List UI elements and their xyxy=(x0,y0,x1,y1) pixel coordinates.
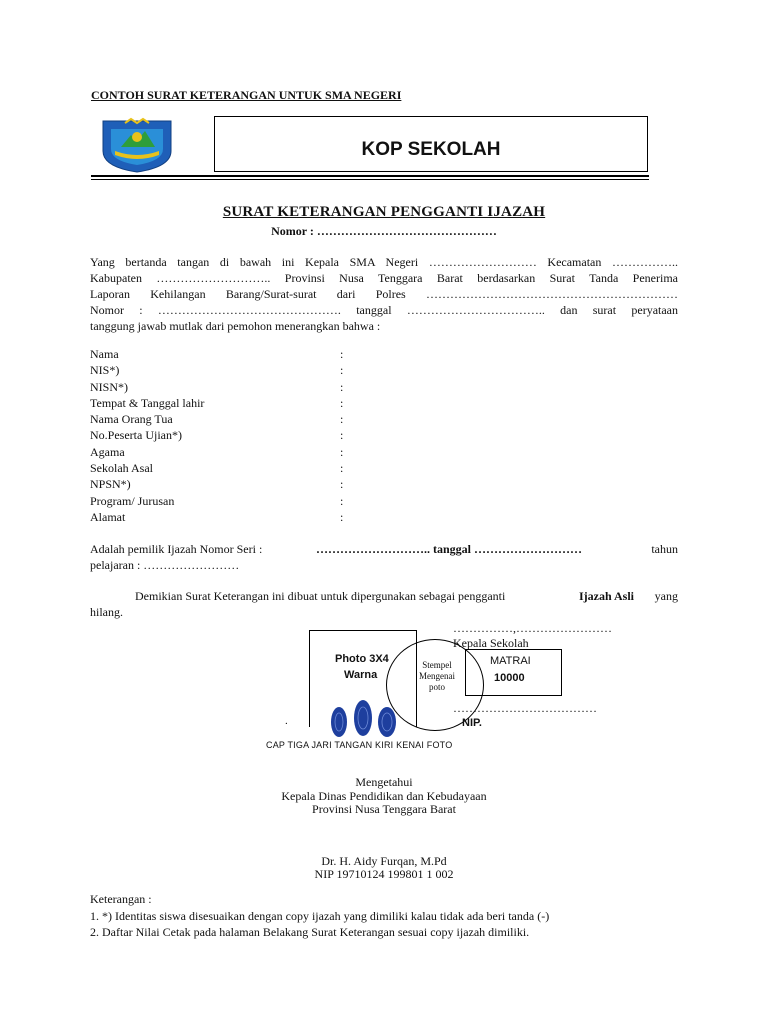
principal-nip: NIP. xyxy=(462,717,482,729)
owner-year: pelajaran : …………………… xyxy=(90,558,240,572)
field-colon: : xyxy=(340,395,344,410)
field-row xyxy=(90,477,390,493)
field-label: Sekolah Asal xyxy=(90,461,153,476)
letterhead-rule-thin xyxy=(91,179,649,180)
field-label: Tempat & Tanggal lahir xyxy=(90,395,205,410)
field-colon: : xyxy=(340,493,344,508)
field-row xyxy=(90,428,390,444)
field-label: NISN*) xyxy=(90,379,128,394)
letterhead-box xyxy=(214,116,648,172)
field-label: Program/ Jurusan xyxy=(90,493,175,508)
notes-title: Keterangan : xyxy=(90,892,152,906)
field-row xyxy=(90,396,390,412)
intro-line: Nomor : ………………………………………. tanggal …………………………….. dan surat peryataan xyxy=(90,303,678,317)
document-title: SURAT KETERANGAN PENGGANTI IJAZAH xyxy=(222,204,546,220)
field-row xyxy=(90,347,390,363)
field-row xyxy=(90,380,390,396)
document-number: Nomor : ……………………………………… xyxy=(271,224,497,238)
principal-role: Kepala Sekolah xyxy=(453,636,529,650)
intro-paragraph xyxy=(90,255,678,335)
stamp-text xyxy=(409,660,465,693)
field-colon: : xyxy=(340,428,344,443)
field-colon: : xyxy=(340,509,344,524)
field-label: NIS*) xyxy=(90,363,120,378)
field-colon: : xyxy=(340,379,344,394)
field-colon: : xyxy=(340,412,344,427)
closing-bold: Ijazah Asli xyxy=(579,589,635,603)
page-heading: CONTOH SURAT KETERANGAN UNTUK SMA NEGERI xyxy=(91,88,402,102)
fingerprint-caption: CAP TIGA JARI TANGAN KIRI KENAI FOTO xyxy=(266,740,453,750)
photo-label: Photo 3X4 xyxy=(335,653,389,665)
dot-mark: . xyxy=(285,715,288,727)
closing-end: yang xyxy=(654,589,678,603)
letterhead-rule-thick xyxy=(91,175,649,177)
official-nip: NIP 19710124 199801 1 002 xyxy=(314,867,454,881)
acknowledge-line3: Provinsi Nusa Tenggara Barat xyxy=(312,802,456,816)
field-colon: : xyxy=(340,477,344,492)
field-row xyxy=(90,510,390,526)
field-row xyxy=(90,494,390,510)
student-fields xyxy=(90,347,390,526)
closing-start: Demikian Surat Keterangan ini dibuat untuk dipergunakan sebagai pengganti xyxy=(135,589,506,603)
field-label: Agama xyxy=(90,444,125,459)
stamp-text-1: Stempel xyxy=(422,660,452,670)
field-row xyxy=(90,461,390,477)
owner-suffix: tahun xyxy=(651,542,678,556)
field-label: Nama xyxy=(90,347,119,361)
note-item: 2. Daftar Nilai Cetak pada halaman Belakang Surat Keterangan sesuai copy ijazah dimiliki. xyxy=(90,925,530,939)
closing-line xyxy=(90,589,678,605)
owner-serial: ……………………….. tanggal ……………………… xyxy=(316,542,583,556)
principal-name-line: ……………………………… xyxy=(453,701,597,715)
regional-emblem-icon xyxy=(101,117,173,173)
official-name: Dr. H. Aidy Furqan, M.Pd xyxy=(321,854,447,868)
photo-label-color: Warna xyxy=(344,669,378,681)
acknowledge-line1: Mengetahui xyxy=(355,775,413,789)
field-row xyxy=(90,412,390,428)
matrai-box xyxy=(465,649,562,696)
date-line: ……………,…………………… xyxy=(453,621,612,635)
acknowledge-line2: Kepala Dinas Pendidikan dan Kebudayaan xyxy=(281,789,487,803)
field-label: Nama Orang Tua xyxy=(90,412,173,427)
matrai-value: 10000 xyxy=(494,672,525,684)
field-row xyxy=(90,445,390,461)
stamp-text-2: Mengenai xyxy=(419,671,455,681)
matrai-label: MATRAI xyxy=(490,655,531,667)
field-colon: : xyxy=(340,444,344,459)
field-row xyxy=(90,363,390,379)
note-item: 1. *) Identitas siswa disesuaikan dengan copy ijazah yang dimiliki kalau tidak ada beri tanda (-) xyxy=(90,909,550,923)
closing-line2: hilang. xyxy=(90,605,123,619)
field-label: NPSN*) xyxy=(90,477,131,492)
field-colon: : xyxy=(340,461,344,476)
field-colon: : xyxy=(340,363,344,378)
intro-line: Yang bertanda tangan di bawah ini Kepala SMA Negeri ……………………… Kecamatan …………….. xyxy=(90,255,678,269)
stamp-text-3: poto xyxy=(428,682,445,692)
intro-line: Kabupaten ……………………….. Provinsi Nusa Tenggara Barat berdasarkan Surat Tanda Penerima xyxy=(90,271,678,285)
letterhead-title: KOP SEKOLAH xyxy=(361,139,501,160)
field-colon: : xyxy=(340,347,344,361)
intro-line: Laporan Kehilangan Barang/Surat-surat dari Polres ……………………………………………………… xyxy=(90,287,678,301)
intro-line: tanggung jawab mutlak dari pemohon menerangkan bahwa : xyxy=(90,319,381,333)
owner-prefix: Adalah pemilik Ijazah Nomor Seri : xyxy=(90,542,263,556)
field-label: Alamat xyxy=(90,509,126,524)
owner-line xyxy=(90,542,678,558)
field-label: No.Peserta Ujian*) xyxy=(90,428,182,443)
